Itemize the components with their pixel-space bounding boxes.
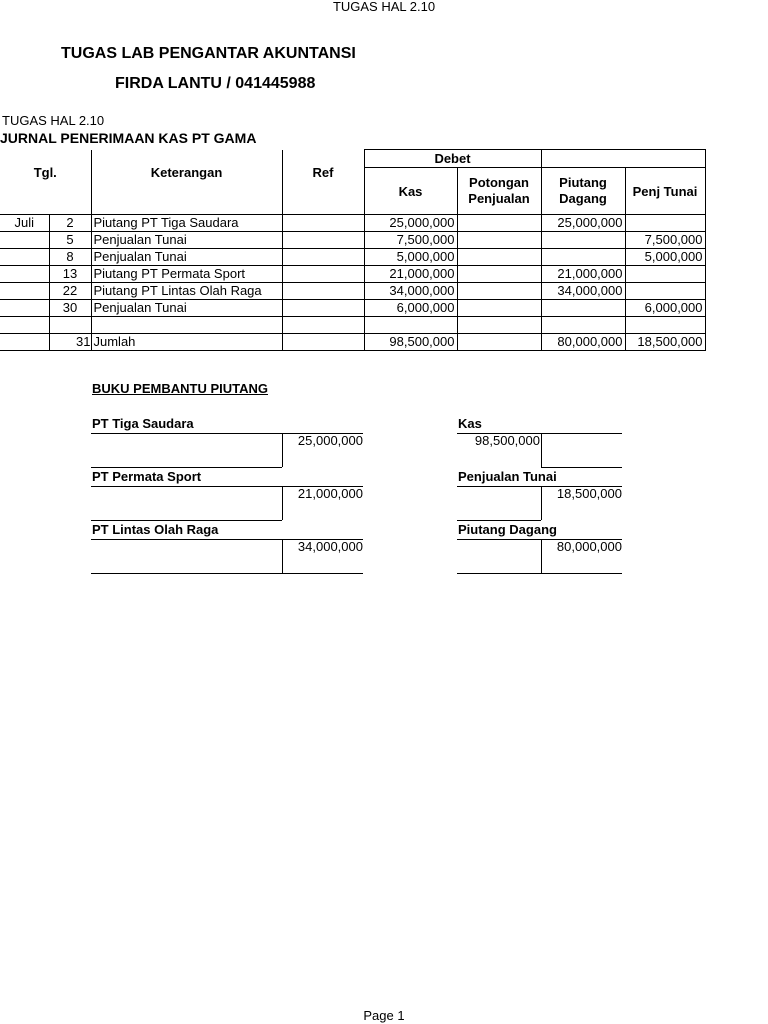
- cash-receipts-journal-table: [0, 149, 706, 351]
- row-day: 5: [49, 232, 91, 249]
- row-piutang: 21,000,000: [541, 266, 625, 283]
- row-month: [0, 317, 49, 334]
- table-row: [0, 300, 705, 317]
- assignment-label: TUGAS HAL 2.10: [2, 113, 105, 128]
- row-kas: [364, 317, 457, 334]
- row-ref: [282, 266, 364, 283]
- t-account-bottom-line: [91, 520, 282, 521]
- row-piutang: 34,000,000: [541, 283, 625, 300]
- row-piutang: [541, 232, 625, 249]
- total-kas: 98,500,000: [364, 334, 457, 351]
- row-day: 2: [49, 215, 91, 232]
- table-row: [0, 266, 705, 283]
- total-day: 31: [49, 334, 91, 351]
- header-piutang-line2: Dagang: [559, 191, 607, 206]
- header-kas: Kas: [364, 168, 457, 215]
- total-month: [0, 334, 49, 351]
- row-ref: [282, 300, 364, 317]
- header-potongan-line1: Potongan: [469, 175, 529, 190]
- total-potongan: [457, 334, 541, 351]
- t-account-bottom-line: [541, 467, 622, 468]
- row-day: 8: [49, 249, 91, 266]
- row-ref: [282, 249, 364, 266]
- table-row: [0, 317, 705, 334]
- row-month: [0, 232, 49, 249]
- row-penj-tunai: 6,000,000: [625, 300, 705, 317]
- subsidiary-ledger-title: BUKU PEMBANTU PIUTANG: [92, 381, 268, 396]
- row-piutang: [541, 300, 625, 317]
- journal-title: JURNAL PENERIMAAN KAS PT GAMA: [0, 130, 257, 146]
- t-account-kas: [457, 416, 622, 468]
- student-name-id: FIRDA LANTU / 041445988: [115, 75, 316, 92]
- account-credit-amount: 80,000,000: [556, 539, 622, 554]
- t-account-bottom-line: [91, 467, 282, 468]
- table-row: [0, 283, 705, 300]
- table-row: [0, 232, 705, 249]
- row-penj-tunai: 5,000,000: [625, 249, 705, 266]
- page-header: TUGAS HAL 2.10: [332, 0, 436, 14]
- row-keterangan: Penjualan Tunai: [91, 300, 282, 317]
- row-day: 13: [49, 266, 91, 283]
- row-potongan: [457, 215, 541, 232]
- row-potongan: [457, 283, 541, 300]
- t-account-pt-tiga-saudara: [91, 416, 363, 468]
- header-tgl: Tgl.: [0, 150, 91, 215]
- page-number: Page 1: [363, 1008, 405, 1023]
- document-title: TUGAS LAB PENGANTAR AKUNTANSI: [61, 45, 356, 62]
- t-account-piutang-dagang: [457, 522, 622, 574]
- row-penj-tunai: [625, 215, 705, 232]
- t-account-divider: [541, 433, 542, 467]
- t-account-pt-permata-sport: [91, 469, 363, 521]
- row-kas: 34,000,000: [364, 283, 457, 300]
- t-account-penjualan-tunai: [457, 469, 622, 521]
- row-day: 30: [49, 300, 91, 317]
- row-piutang: [541, 317, 625, 334]
- row-potongan: [457, 232, 541, 249]
- account-name: Kas: [458, 416, 482, 431]
- row-month: [0, 283, 49, 300]
- row-piutang: [541, 249, 625, 266]
- t-account-pt-lintas-olah-raga: [91, 522, 363, 574]
- row-piutang: 25,000,000: [541, 215, 625, 232]
- header-piutang-line1: Piutang: [559, 175, 607, 190]
- header-keterangan: Keterangan: [91, 150, 282, 215]
- row-keterangan: Piutang PT Tiga Saudara: [91, 215, 282, 232]
- row-kas: 25,000,000: [364, 215, 457, 232]
- table-row: [0, 215, 705, 232]
- total-piutang: 80,000,000: [541, 334, 625, 351]
- account-name: PT Tiga Saudara: [92, 416, 194, 431]
- row-day: [49, 317, 91, 334]
- row-kas: 5,000,000: [364, 249, 457, 266]
- total-ref: [282, 334, 364, 351]
- row-penj-tunai: 7,500,000: [625, 232, 705, 249]
- row-keterangan: Penjualan Tunai: [91, 232, 282, 249]
- row-potongan: [457, 266, 541, 283]
- account-name: PT Lintas Olah Raga: [92, 522, 219, 537]
- header-piutang-dagang: [541, 168, 625, 215]
- header-ref: Ref: [282, 150, 364, 215]
- account-debit-amount: 98,500,000: [474, 433, 540, 448]
- header-potongan-penjualan: [457, 168, 541, 215]
- row-month: [0, 300, 49, 317]
- row-potongan: [457, 317, 541, 334]
- header-debet: Debet: [364, 150, 541, 168]
- t-account-bottom-line: [91, 573, 363, 574]
- row-keterangan: Penjualan Tunai: [91, 249, 282, 266]
- account-name: PT Permata Sport: [92, 469, 202, 484]
- table-total-row: [0, 334, 705, 351]
- t-account-bottom-line: [457, 520, 541, 521]
- total-label: Jumlah: [91, 334, 282, 351]
- row-day: 22: [49, 283, 91, 300]
- row-kas: 7,500,000: [364, 232, 457, 249]
- header-kredit-blank: [541, 150, 705, 168]
- account-name: Piutang Dagang: [458, 522, 557, 537]
- row-potongan: [457, 300, 541, 317]
- row-penj-tunai: [625, 266, 705, 283]
- row-ref: [282, 317, 364, 334]
- account-credit-amount: 21,000,000: [297, 486, 363, 501]
- table-row: [0, 249, 705, 266]
- row-potongan: [457, 249, 541, 266]
- row-ref: [282, 215, 364, 232]
- row-kas: 6,000,000: [364, 300, 457, 317]
- row-ref: [282, 232, 364, 249]
- account-credit-amount: 25,000,000: [297, 433, 363, 448]
- row-penj-tunai: [625, 317, 705, 334]
- row-ref: [282, 283, 364, 300]
- account-credit-amount: 34,000,000: [297, 539, 363, 554]
- row-month: [0, 266, 49, 283]
- row-keterangan: Piutang PT Permata Sport: [91, 266, 282, 283]
- row-month: [0, 249, 49, 266]
- row-penj-tunai: [625, 283, 705, 300]
- header-potongan-line2: Penjualan: [468, 191, 530, 206]
- account-credit-amount: 18,500,000: [556, 486, 622, 501]
- row-keterangan: [91, 317, 282, 334]
- t-account-bottom-line: [457, 573, 622, 574]
- total-penj-tunai: 18,500,000: [625, 334, 705, 351]
- account-name: Penjualan Tunai: [458, 469, 557, 484]
- row-kas: 21,000,000: [364, 266, 457, 283]
- row-month: Juli: [0, 215, 49, 232]
- row-keterangan: Piutang PT Lintas Olah Raga: [91, 283, 282, 300]
- header-penj-tunai: Penj Tunai: [625, 168, 705, 215]
